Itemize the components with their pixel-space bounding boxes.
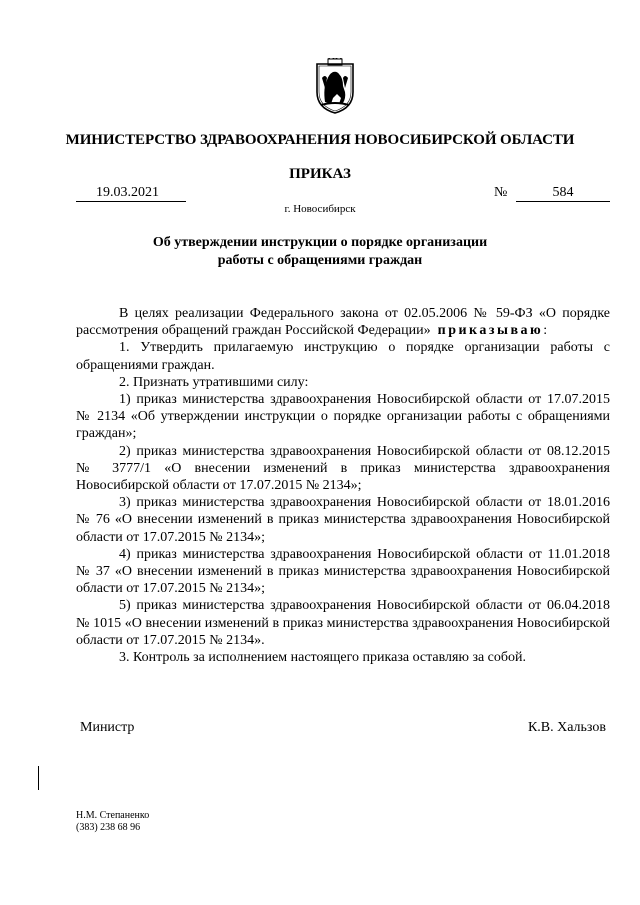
subject-line-1: Об утверждении инструкции о порядке организации <box>152 235 488 250</box>
executor-phone: (383) 238 68 96 <box>76 822 141 833</box>
order-subject <box>0 234 640 270</box>
subject-line-2: работы с обращениями граждан <box>217 253 423 268</box>
directive-suffix: : <box>543 323 548 339</box>
item-3: 3. Контроль за исполнением настоящего приказа оставляю за собой. <box>119 650 527 666</box>
signer-name: К.В. Хальзов <box>527 720 606 735</box>
number-label: № <box>494 185 508 200</box>
document-type: ПРИКАЗ <box>289 166 351 182</box>
item-2-3: 3) приказ министерства здравоохранения Новосибирской области от 18.01.2016 № 76 «О внесении изменений в приказ министерства здравоохранения Новосибирской области от 17.07.2015 № 2134»; <box>76 495 610 545</box>
item-1: 1. Утвердить прилагаемую инструкцию о порядке организации работы с обращениями граждан. <box>76 340 610 373</box>
intro-paragraph <box>76 305 610 339</box>
coat-of-arms-icon <box>313 58 357 114</box>
item-2-4: 4) приказ министерства здравоохранения Новосибирской области от 11.01.2018 № 37 «О внесении изменений в приказ министерства здравоохранения Новосибирской области от 17.07.2015 № 2134»; <box>76 546 610 597</box>
item-2-1: 1) приказ министерства здравоохранения Новосибирской области от 17.07.2015 № 2134 «Об утверждении инструкции о порядке организации работы с обращениями граждан»; <box>76 392 610 442</box>
ministry-name: МИНИСТЕРСТВО ЗДРАВООХРАНЕНИЯ НОВОСИБИРСКОЙ ОБЛАСТИ <box>65 132 575 148</box>
executor-info <box>76 810 149 834</box>
directive-word: приказываю <box>437 323 544 339</box>
order-body <box>76 305 610 666</box>
executor-name: Н.М. Степаненко <box>76 810 150 821</box>
item-2-5: 5) приказ министерства здравоохранения Новосибирской области от 06.04.2018 № 1015 «О внесении изменений в приказ министерства здравоохранения Новосибирской области от 17.07.2015 № 2134». <box>76 598 610 648</box>
text-cursor <box>38 766 39 790</box>
order-date: 19.03.2021 <box>76 184 186 202</box>
signer-role: Министр <box>80 720 135 735</box>
order-number: 584 <box>516 184 610 202</box>
item-2: 2. Признать утратившими силу: <box>119 374 309 390</box>
intro-text: В целях реализации Федерального закона от 02.05.2006 № 59-ФЗ «О порядке рассмотрения обращений граждан Российской Федерации» <box>76 306 610 339</box>
city: г. Новосибирск <box>284 203 356 215</box>
item-2-2: 2) приказ министерства здравоохранения Новосибирской области от 08.12.2015 № 3777/1 «О внесении изменений в приказ министерства здравоохранения Новосибирской области от 17.07.2015 № 2134»; <box>76 443 610 494</box>
